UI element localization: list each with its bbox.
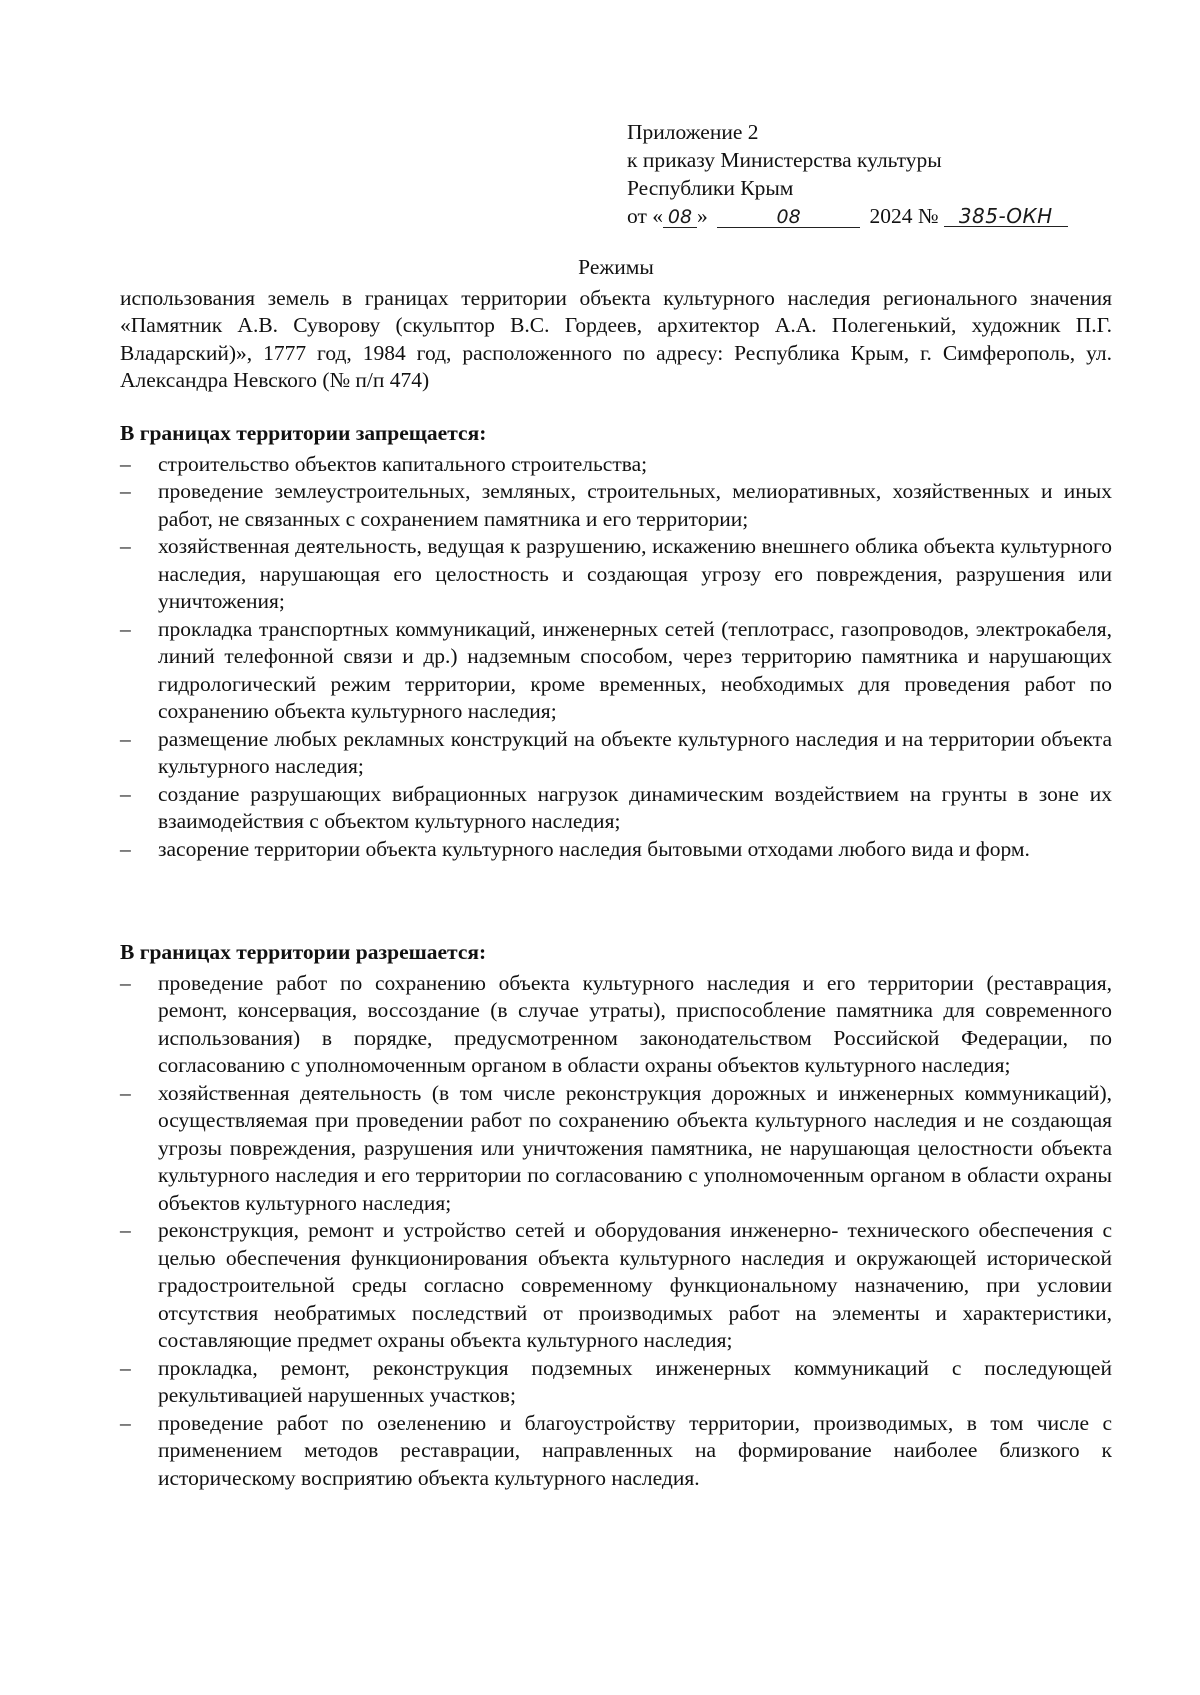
list-item — [120, 478, 1112, 533]
bullet-dash: – — [120, 1218, 131, 1242]
list-item-text: засорение территории объекта культурного наследия бытовыми отходами любого вида и форм. — [158, 836, 1030, 861]
list-item — [120, 970, 1112, 1080]
list-item — [120, 451, 1112, 479]
bullet-dash: – — [120, 970, 131, 995]
bullet-dash: – — [120, 836, 131, 861]
appendix-order-ref: к приказу Министерства культуры — [627, 148, 942, 172]
list-item-text: хозяйственная деятельность (в том числе реконструкция дорожных и инженерных коммуникаций), осуществляемая при проведении работ по сохранению объекта культурного наследия и не создающая угрозы повреждения, разрушения или уничтожения памятника, не нарушающая целостности объекта культурного наследия и его территории по согласованию с уполномоченным органом в области охраны объектов культурного наследия; — [158, 1080, 1112, 1215]
list-item — [120, 836, 1112, 864]
prohibited-heading: В границах территории запрещается: — [120, 421, 487, 445]
date-mid: » — [697, 204, 708, 228]
permitted-section — [120, 939, 1112, 1492]
bullet-dash: – — [120, 1410, 131, 1435]
title-heading: Режимы — [578, 255, 654, 279]
bullet-dash: – — [120, 726, 131, 751]
list-item-text: проведение землеустроительных, земляных, строительных, мелиоративных, хозяйственных и иных работ, не связанных с сохранением памятника и его территории; — [158, 479, 1112, 531]
list-item-text: прокладка транспортных коммуникаций, инженерных сетей (теплотрасс, газопроводов, электрокабеля, линий телефонной связи и др.) надземным способом, через территорию памятника и нарушающих гидрологический режим территории, кроме временных, необходимых для проведения работ по сохранению объекта культурного наследия; — [158, 616, 1112, 723]
appendix-republic: Республики Крым — [627, 176, 794, 200]
document-title — [120, 254, 1112, 395]
list-item — [120, 533, 1112, 616]
bullet-dash: – — [120, 534, 131, 558]
date-month: 08 — [717, 207, 860, 228]
list-item-text: проведение работ по озеленению и благоустройству территории, производимых, в том числе с применением методов реставрации, направленных на формирование наиболее близкого к историческому восприятию объекта культурного наследия. — [158, 1410, 1112, 1490]
list-item — [120, 616, 1112, 726]
list-item — [120, 1217, 1112, 1355]
bullet-dash: – — [120, 616, 131, 641]
bullet-dash: – — [120, 479, 131, 503]
date-day: 08 — [663, 207, 697, 228]
title-text: использования земель в границах территории объекта культурного наследия регионального значения «Памятник А.В. Суворову (скульптор В.С. Гордеев, архитектор А.А. Полегенький, художник П.Г. Владарский)», 1777 год, 1984 год, расположенного по адресу: Республика Крым, г. Симферополь, ул. Александра Невского (№ п/п 474) — [120, 285, 1112, 392]
list-item-text: хозяйственная деятельность, ведущая к разрушению, искажению внешнего облика объекта культурного наследия, нарушающая его целостность и создающая угрозу его повреждения, разрушения или уничтожения; — [158, 534, 1112, 613]
bullet-dash: – — [120, 451, 131, 476]
appendix-date-line — [627, 202, 1087, 230]
list-item-text: реконструкция, ремонт и устройство сетей и оборудования инженерно- технического обеспечения с целью обеспечения функционирования объекта культурного наследия и окружающей исторической градостроительной среды согласно современному функциональному назначению, при условии отсутствия необратимых последствий от производимых работ на элементы и характеристики, составляющие предмет охраны объекта культурного наследия; — [158, 1218, 1112, 1352]
permitted-heading: В границах территории разрешается: — [120, 940, 487, 964]
list-item-text: проведение работ по сохранению объекта культурного наследия и его территории (реставрация, ремонт, консервация, воссоздание (в случае утраты), приспособление памятника для современного использования) в порядке, предусмотренном законодательством Российской Федерации, по согласованию с уполномоченным органом в области охраны объектов культурного наследия; — [158, 970, 1112, 1077]
list-item — [120, 1410, 1112, 1493]
document-number: 385-ОКН — [944, 206, 1068, 227]
date-prefix: от « — [627, 204, 663, 228]
date-year: 2024 № — [869, 204, 939, 228]
list-item — [120, 1355, 1112, 1410]
appendix-block — [627, 118, 1087, 230]
bullet-dash: – — [120, 781, 131, 806]
permitted-list — [120, 970, 1112, 1493]
prohibited-section — [120, 420, 1112, 863]
list-item-text: размещение любых рекламных конструкций на объекте культурного наследия и на территории объекта культурного наследия; — [158, 726, 1112, 778]
list-item-text: строительство объектов капитального строительства; — [158, 451, 648, 476]
list-item — [120, 1080, 1112, 1218]
prohibited-list — [120, 451, 1112, 864]
list-item-text: создание разрушающих вибрационных нагрузок динамическим воздействием на грунты в зоне их взаимодействия с объектом культурного наследия; — [158, 781, 1112, 833]
bullet-dash: – — [120, 1080, 131, 1105]
bullet-dash: – — [120, 1355, 131, 1380]
list-item-text: прокладка, ремонт, реконструкция подземных инженерных коммуникаций с последующей рекультивацией нарушенных участков; — [158, 1355, 1112, 1407]
list-item — [120, 726, 1112, 781]
list-item — [120, 781, 1112, 836]
appendix-number: Приложение 2 — [627, 120, 759, 144]
